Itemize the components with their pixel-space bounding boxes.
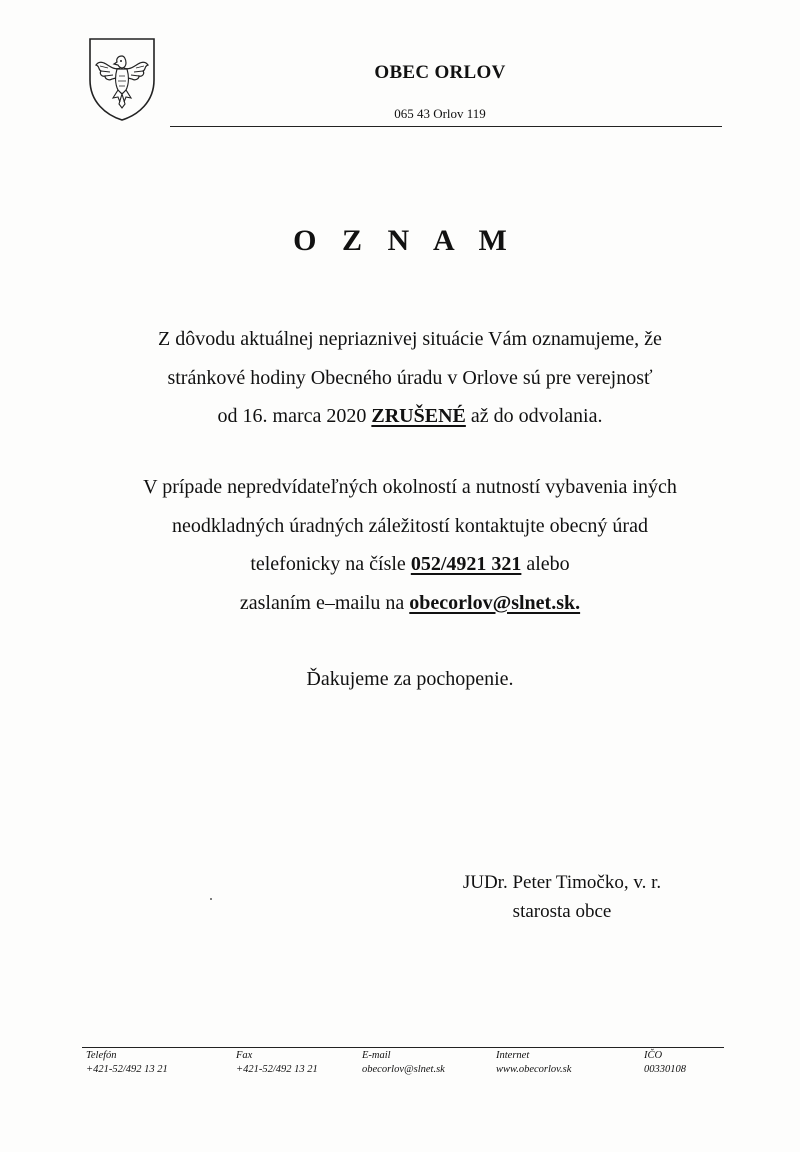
scan-speck	[210, 898, 212, 900]
footer-fax	[236, 1049, 318, 1077]
org-address: 065 43 Orlov 119	[394, 106, 486, 121]
paragraph-line: Z dôvodu aktuálnej nepriaznivej situácie Vám oznamujeme, že	[158, 328, 662, 350]
footer-value: obecorlov@slnet.sk	[362, 1064, 445, 1075]
org-name: OBEC ORLOV	[374, 62, 506, 83]
footer-value: www.obecorlov.sk	[496, 1064, 572, 1075]
footer-value: +421-52/492 13 21	[236, 1064, 318, 1075]
notice-paragraph-closure	[60, 320, 760, 436]
footer-internet	[496, 1049, 571, 1077]
footer-email	[362, 1049, 445, 1077]
footer-label: E-mail	[362, 1050, 391, 1061]
footer-phone	[86, 1049, 168, 1077]
paragraph-line: V prípade nepredvídateľných okolností a nutností vybavenia iných	[143, 476, 677, 498]
footer-value: 00330108	[644, 1064, 686, 1075]
footer-divider	[82, 1047, 724, 1048]
footer-ico	[644, 1049, 686, 1077]
contact-phone-number: 052/4921 321	[410, 553, 522, 575]
header-divider	[170, 126, 722, 127]
signature-block	[420, 868, 704, 926]
coat-of-arms-eagle-icon	[86, 36, 158, 122]
notice-paragraph-contact	[60, 468, 760, 622]
footer-label: IČO	[644, 1050, 663, 1061]
paragraph-line: stránkové hodiny Obecného úradu v Orlove sú pre verejnosť	[167, 366, 653, 389]
paragraph-line: neodkladných úradných záležitostí kontaktujte obecný úrad	[172, 514, 648, 537]
footer-label: Internet	[496, 1050, 530, 1061]
notice-title: O Z N A M	[293, 224, 516, 257]
thank-you-line: Ďakujeme za pochopenie.	[306, 668, 514, 690]
footer-value: +421-52/492 13 21	[86, 1064, 168, 1075]
paragraph-line: od 16. marca 2020 ZRUŠENÉ až do odvolania.	[217, 405, 603, 427]
signatory-name: JUDr. Peter Timočko, v. r.	[462, 872, 662, 893]
signatory-role: starosta obce	[512, 901, 612, 922]
footer-label: Fax	[236, 1050, 253, 1061]
footer-label: Telefón	[86, 1050, 117, 1061]
paragraph-line: telefonicky na čísle 052/4921 321 alebo	[250, 553, 570, 575]
contact-email-address: obecorlov@slnet.sk.	[409, 591, 581, 614]
cancelled-emphasis: ZRUŠENÉ	[371, 405, 466, 427]
paragraph-line: zaslaním e–mailu na obecorlov@slnet.sk.	[239, 591, 581, 614]
